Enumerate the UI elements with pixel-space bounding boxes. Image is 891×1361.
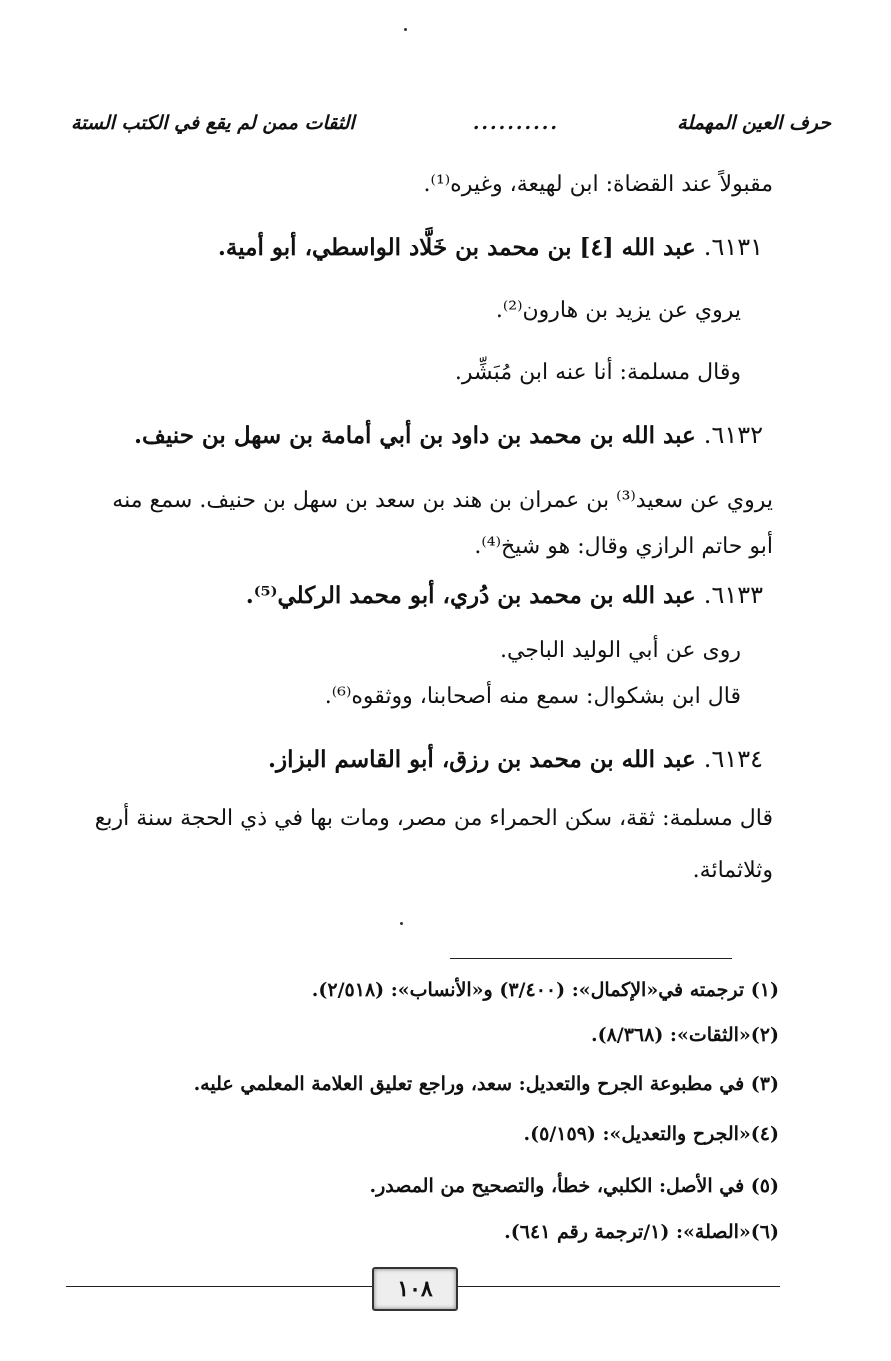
footnote: (٦)«الصلة»: (١/ترجمة رقم ٦٤١). (504, 1221, 779, 1243)
entry-heading-6132 (134, 420, 763, 451)
body-line: قال مسلمة: ثقة، سكن الحمراء من مصر، ومات بها في ذي الحجة سنة أربع (94, 806, 773, 831)
header-right-title: الثقات ممن لم يقع في الكتب الستة (71, 112, 355, 134)
entry-number: ٦١٣٤. (703, 745, 763, 773)
footnote: (١) ترجمته في«الإكمال»: (٣/٤٠٠) و«الأنساب»: (٢/٥١٨). (311, 979, 779, 1001)
footer-rule-left (66, 1286, 372, 1287)
footnote: (٥) في الأصل: الكلبي، خطأ، والتصحيح من المصدر. (369, 1175, 779, 1197)
footnote-separator (450, 958, 732, 959)
footnote: (٣) في مطبوعة الجرح والتعديل: سعد، وراجع تعليق العلامة المعلمي عليه. (193, 1073, 779, 1095)
page-number (372, 1267, 458, 1311)
body-line: روى عن أبي الوليد الباجي. (499, 638, 741, 663)
body-line: مقبولاً عند القضاة: ابن لهيعة، وغيره⁽¹⁾. (423, 172, 773, 197)
body-line: قال ابن بشكوال: سمع منه أصحابنا، ووثقوه⁽⁶⁾. (324, 684, 741, 709)
entry-number: ٦١٣٢. (703, 421, 763, 449)
footer-rule-right (456, 1286, 780, 1287)
body-line: أبو حاتم الرازي وقال: هو شيخ⁽⁴⁾. (474, 534, 773, 559)
header-dots: .......... (472, 112, 559, 134)
entry-heading-6133 (246, 580, 763, 611)
entry-name: عبد الله بن محمد بن داود بن أبي أمامة بن سهل بن حنيف. (134, 422, 696, 449)
body-line: يروي عن يزيد بن هارون⁽²⁾. (495, 298, 741, 323)
entry-heading-6134 (268, 744, 763, 775)
entry-name: عبد الله بن محمد بن رزق، أبو القاسم البزاز. (267, 746, 696, 773)
header-left-title: حرف العين المهملة (677, 112, 831, 134)
entry-name: عبد الله [٤] بن محمد بن خَلَّاد الواسطي، أبو أمية. (217, 234, 696, 261)
body-line: وثلاثمائة. (692, 858, 773, 883)
entry-number: ٦١٣٣. (703, 581, 763, 609)
page-number-text: ١٠٨ (397, 1276, 433, 1302)
entry-name: عبد الله بن محمد بن دُري، أبو محمد الركلي⁽⁵⁾. (245, 582, 696, 609)
running-header (71, 112, 831, 134)
entry-number: ٦١٣١. (703, 233, 763, 261)
scan-speck (400, 922, 403, 925)
scan-speck (404, 28, 407, 31)
entry-heading-6131 (218, 232, 763, 263)
body-line: يروي عن سعيد⁽³⁾ بن عمران بن هند بن سعد بن سهل بن حنيف. سمع منه (112, 488, 773, 513)
footnote: (٤)«الجرح والتعديل»: (٥/١٥٩). (523, 1123, 779, 1145)
footnote: (٢)«الثقات»: (٨/٣٦٨). (590, 1024, 779, 1046)
body-line: وقال مسلمة: أنا عنه ابن مُبَشِّر. (454, 360, 741, 385)
